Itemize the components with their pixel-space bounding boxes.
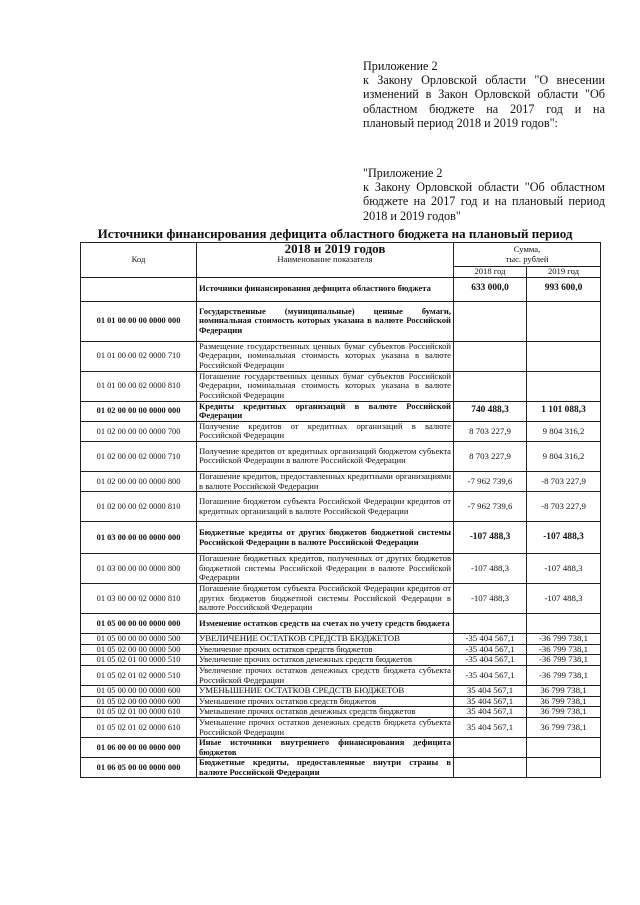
row-code: 01 02 00 00 02 0000 810	[81, 492, 197, 522]
table-row	[81, 277, 601, 301]
row-name: Получение кредитов от кредитных организаций бюджетом субъекта Российской Федерации в валюте Российской Федерации	[197, 441, 454, 471]
row-value-2018: -35 404 567,1	[454, 634, 527, 645]
title-line-1: Источники финансирования дефицита областного бюджета на плановый период	[97, 226, 573, 241]
table-body	[81, 277, 601, 778]
row-value-2018: 633 000,0	[454, 277, 527, 301]
row-code: 01 02 00 00 00 0000 800	[81, 471, 197, 491]
table-row	[81, 584, 601, 614]
row-code	[81, 277, 197, 301]
table-row	[81, 655, 601, 666]
row-name: Бюджетные кредиты от других бюджетов бюджетной системы Российской Федерации в валюте Российской Федерации	[197, 522, 454, 554]
table-row	[81, 644, 601, 655]
row-code: 01 01 00 00 02 0000 710	[81, 341, 197, 371]
row-value-2018: -107 488,3	[454, 522, 527, 554]
row-value-2019: -36 799 738,1	[527, 644, 601, 655]
row-value-2018: -35 404 567,1	[454, 644, 527, 655]
table-row	[81, 492, 601, 522]
row-name: Увеличение прочих остатков денежных средств бюджетов	[197, 655, 454, 666]
row-name: УМЕНЬШЕНИЕ ОСТАТКОВ СРЕДСТВ БЮДЖЕТОВ	[197, 686, 454, 697]
table-row	[81, 758, 601, 778]
appendix-original-note	[363, 166, 605, 223]
row-value-2018	[454, 341, 527, 371]
row-value-2018: 35 404 567,1	[454, 696, 527, 707]
header-year-2019: 2019 год	[527, 267, 601, 278]
row-value-2019: 36 799 738,1	[527, 696, 601, 707]
row-value-2018	[454, 614, 527, 634]
row-name: Уменьшение прочих остатков денежных средств бюджета субъекта Российской Федерации	[197, 717, 454, 737]
row-value-2018: 740 488,3	[454, 401, 527, 421]
row-name: Иные источники внутреннего финансирования дефицита бюджетов	[197, 738, 454, 758]
row-value-2018	[454, 738, 527, 758]
row-name: Погашение кредитов, предоставленных кредитными организациями в валюте Российской Федерации	[197, 471, 454, 491]
row-code: 01 05 02 01 02 0000 610	[81, 717, 197, 737]
row-name: Получение кредитов от кредитных организаций в валюте Российской Федерации	[197, 421, 454, 441]
row-code: 01 01 00 00 02 0000 810	[81, 371, 197, 401]
table-row	[81, 738, 601, 758]
row-value-2019: -107 488,3	[527, 584, 601, 614]
row-value-2019: -107 488,3	[527, 554, 601, 584]
row-name: Погашение бюджетных кредитов, полученных от других бюджетов бюджетной системы Российской Федерации в валюте Российской Федерации	[197, 554, 454, 584]
row-value-2018: 35 404 567,1	[454, 686, 527, 697]
row-name: Увеличение прочих остатков денежных средств бюджета субъекта Российской Федерации	[197, 665, 454, 685]
row-value-2019: -36 799 738,1	[527, 655, 601, 666]
header-year-2018: 2018 год	[454, 267, 527, 278]
table-row	[81, 696, 601, 707]
appendix-reference: к Закону Орловской области "Об областном бюджете на 2017 год и на плановый период 2018 и 2019 годов"	[363, 180, 605, 223]
header-amount	[454, 243, 601, 267]
header-amount-label: Сумма,	[513, 243, 541, 254]
appendix-number: "Приложение 2	[363, 166, 443, 180]
row-value-2018: 35 404 567,1	[454, 707, 527, 718]
row-code: 01 05 02 01 00 0000 610	[81, 707, 197, 718]
row-code: 01 05 00 00 00 0000 000	[81, 614, 197, 634]
row-value-2019: 36 799 738,1	[527, 686, 601, 697]
row-value-2019: 9 804 316,2	[527, 441, 601, 471]
appendix-reference: к Закону Орловской области "О внесении изменений в Закон Орловской области "Об областном бюджете на 2017 год и на плановый период 2018 и 2019 годов":	[363, 73, 605, 130]
row-code: 01 01 00 00 00 0000 000	[81, 301, 197, 341]
table-row	[81, 614, 601, 634]
row-name: Уменьшение прочих остатков денежных средств бюджетов	[197, 707, 454, 718]
row-code: 01 03 00 00 02 0000 810	[81, 584, 197, 614]
table-row	[81, 441, 601, 471]
table-row	[81, 717, 601, 737]
header-code: Код	[81, 243, 197, 278]
title-line-2: 2018 и 2019 годов	[284, 241, 386, 256]
table-row	[81, 522, 601, 554]
table-row	[81, 301, 601, 341]
appendix-number: Приложение 2	[363, 59, 438, 73]
row-value-2019: 1 101 088,3	[527, 401, 601, 421]
row-value-2019	[527, 371, 601, 401]
table-row	[81, 471, 601, 491]
row-value-2019	[527, 758, 601, 778]
row-code: 01 02 00 00 02 0000 710	[81, 441, 197, 471]
row-code: 01 02 00 00 00 0000 700	[81, 421, 197, 441]
row-code: 01 05 02 00 00 0000 500	[81, 644, 197, 655]
row-value-2018: -35 404 567,1	[454, 665, 527, 685]
row-value-2019	[527, 614, 601, 634]
table-row	[81, 707, 601, 718]
row-code: 01 05 00 00 00 0000 600	[81, 686, 197, 697]
row-name: Источники финансирования дефицита областного бюджета	[197, 277, 454, 301]
header-name: Наименование показателя	[197, 243, 454, 278]
row-name: Размещение государственных ценных бумаг субъектов Российской Федерации, номинальная стоимость которых указана в валюте Российской Федерации	[197, 341, 454, 371]
table-row	[81, 421, 601, 441]
header-amount-units: тыс. рублей	[505, 253, 549, 264]
row-code: 01 03 00 00 00 0000 800	[81, 554, 197, 584]
table-row	[81, 686, 601, 697]
table-row	[81, 554, 601, 584]
row-name: Погашение бюджетом субъекта Российской Федерации кредитов от других бюджетов бюджетной системы Российской Федерации в валюте Российской Федерации	[197, 584, 454, 614]
row-value-2018: -35 404 567,1	[454, 655, 527, 666]
row-code: 01 06 05 00 00 0000 000	[81, 758, 197, 778]
row-name: Бюджетные кредиты, предоставленные внутри страны в валюте Российской Федерации	[197, 758, 454, 778]
row-value-2018: 8 703 227,9	[454, 441, 527, 471]
row-value-2019: 36 799 738,1	[527, 717, 601, 737]
row-name: Увеличение прочих остатков средств бюджетов	[197, 644, 454, 655]
row-name: Кредиты кредитных организаций в валюте Российской Федерации	[197, 401, 454, 421]
row-code: 01 05 02 01 02 0000 510	[81, 665, 197, 685]
row-value-2019: -8 703 227,9	[527, 492, 601, 522]
table-row	[81, 665, 601, 685]
row-value-2019	[527, 738, 601, 758]
row-code: 01 05 02 01 00 0000 510	[81, 655, 197, 666]
row-name: Погашение государственных ценных бумаг субъектов Российской Федерации, номинальная стоимость которых указана в валюте Российской Федерации	[197, 371, 454, 401]
table-row	[81, 634, 601, 645]
row-name: УВЕЛИЧЕНИЕ ОСТАТКОВ СРЕДСТВ БЮДЖЕТОВ	[197, 634, 454, 645]
table-row	[81, 371, 601, 401]
row-value-2018	[454, 301, 527, 341]
financing-sources-table	[80, 242, 601, 778]
row-value-2019: -8 703 227,9	[527, 471, 601, 491]
row-code: 01 06 00 00 00 0000 000	[81, 738, 197, 758]
table-row	[81, 401, 601, 421]
row-value-2018: -7 962 739,6	[454, 492, 527, 522]
row-value-2018: -7 962 739,6	[454, 471, 527, 491]
row-value-2019: 993 600,0	[527, 277, 601, 301]
row-value-2019: -36 799 738,1	[527, 665, 601, 685]
table-row	[81, 341, 601, 371]
row-name: Изменение остатков средств на счетах по учету средств бюджета	[197, 614, 454, 634]
row-value-2018: 8 703 227,9	[454, 421, 527, 441]
row-code: 01 03 00 00 00 0000 000	[81, 522, 197, 554]
row-value-2018	[454, 371, 527, 401]
row-value-2018: -107 488,3	[454, 584, 527, 614]
row-name: Уменьшение прочих остатков средств бюджетов	[197, 696, 454, 707]
row-value-2019: -36 799 738,1	[527, 634, 601, 645]
row-value-2018: -107 488,3	[454, 554, 527, 584]
row-value-2018: 35 404 567,1	[454, 717, 527, 737]
row-code: 01 02 00 00 00 0000 000	[81, 401, 197, 421]
row-name: Погашение бюджетом субъекта Российской Федерации кредитов от кредитных организаций в валюте Российской Федерации	[197, 492, 454, 522]
row-code: 01 05 02 00 00 0000 600	[81, 696, 197, 707]
row-code: 01 05 00 00 00 0000 500	[81, 634, 197, 645]
row-value-2019	[527, 341, 601, 371]
row-value-2019: 36 799 738,1	[527, 707, 601, 718]
row-name: Государственные (муниципальные) ценные бумаги, номинальная стоимость которых указана в валюте Российской Федерации	[197, 301, 454, 341]
appendix-amending-law-note	[363, 59, 605, 130]
row-value-2019: -107 488,3	[527, 522, 601, 554]
row-value-2018	[454, 758, 527, 778]
row-value-2019	[527, 301, 601, 341]
row-value-2019: 9 804 316,2	[527, 421, 601, 441]
